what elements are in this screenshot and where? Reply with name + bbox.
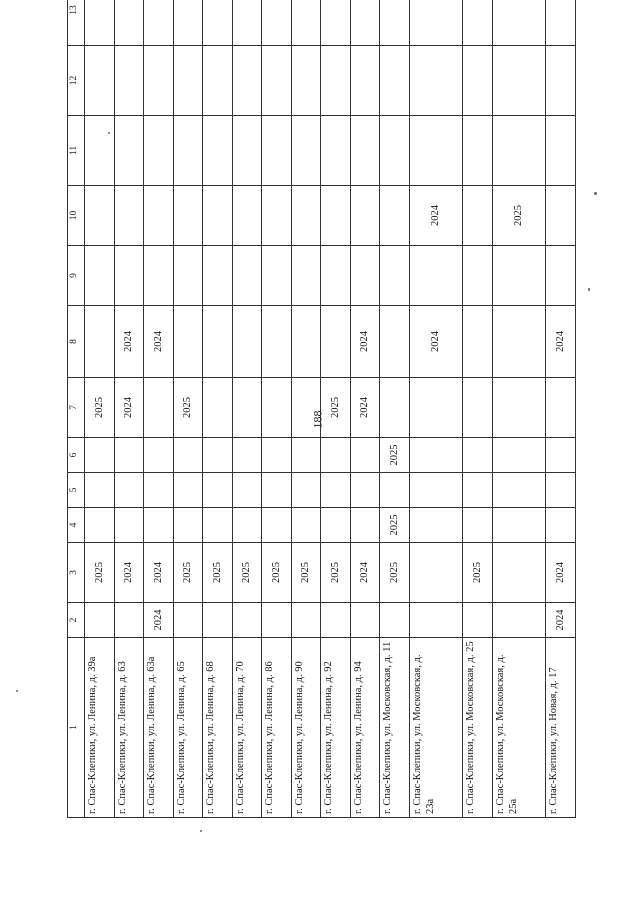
year-cell (232, 116, 262, 186)
year-cell: 2025 (85, 378, 115, 438)
year-cell (144, 378, 174, 438)
table-body (85, 0, 576, 818)
year-cell (380, 473, 410, 508)
year-cell (409, 473, 463, 508)
year-cell (232, 186, 262, 246)
year-cell (350, 473, 380, 508)
year-cell: 2025 (291, 543, 321, 603)
table-row (409, 0, 463, 818)
year-cell (321, 246, 351, 306)
year-cell (350, 116, 380, 186)
table-row (380, 0, 410, 818)
year-cell (350, 508, 380, 543)
year-cell: 2025 (321, 378, 351, 438)
year-cell (546, 473, 576, 508)
year-cell (173, 46, 203, 116)
year-cell (463, 116, 493, 186)
year-cell (492, 46, 546, 116)
year-cell (291, 473, 321, 508)
year-cell (114, 508, 144, 543)
year-cell (85, 0, 115, 46)
year-cell (232, 46, 262, 116)
year-cell (546, 508, 576, 543)
year-cell (380, 186, 410, 246)
year-cell: 2024 (409, 306, 463, 378)
table-header-row (68, 0, 85, 818)
year-cell (114, 116, 144, 186)
scan-speck (594, 192, 597, 195)
year-cell (85, 473, 115, 508)
year-cell (409, 378, 463, 438)
year-cell: 2024 (144, 603, 174, 638)
year-cell: 2025 (173, 543, 203, 603)
scan-speck (588, 288, 590, 291)
year-cell (173, 603, 203, 638)
table-row (463, 0, 493, 818)
year-cell: 2024 (546, 306, 576, 378)
column-header: 1 (68, 638, 85, 818)
year-cell (546, 378, 576, 438)
year-cell (492, 508, 546, 543)
year-cell (350, 438, 380, 473)
column-header: 2 (68, 603, 85, 638)
year-cell (262, 603, 292, 638)
year-cell (492, 378, 546, 438)
year-cell (409, 603, 463, 638)
year-cell (463, 306, 493, 378)
address-cell: г. Спас-Клепики, ул. Ленина, д. 63а (144, 638, 174, 818)
year-cell (546, 0, 576, 46)
address-cell: г. Спас-Клепики, ул. Ленина, д. 65 (173, 638, 203, 818)
table-row (173, 0, 203, 818)
table-row (492, 0, 546, 818)
year-cell (380, 116, 410, 186)
address-cell: г. Спас-Клепики, ул. Ленина, д. 86 (262, 638, 292, 818)
year-cell (173, 306, 203, 378)
year-cell (203, 473, 233, 508)
column-header: 5 (68, 473, 85, 508)
year-cell (232, 508, 262, 543)
year-cell (321, 116, 351, 186)
address-cell: г. Спас-Клепики, ул. Ленина, д. 63 (114, 638, 144, 818)
year-cell: 2025 (85, 543, 115, 603)
year-cell (350, 603, 380, 638)
year-cell (409, 46, 463, 116)
year-cell: 2025 (380, 438, 410, 473)
year-cell (380, 0, 410, 46)
year-cell (546, 186, 576, 246)
table-row (144, 0, 174, 818)
year-cell (144, 246, 174, 306)
address-cell: г. Спас-Клепики, ул. Московская, д. 25а (492, 638, 546, 818)
column-header: 8 (68, 306, 85, 378)
year-cell: 2025 (463, 543, 493, 603)
year-cell (321, 46, 351, 116)
year-cell (321, 306, 351, 378)
table-row (546, 0, 576, 818)
address-cell: г. Спас-Клепики, ул. Московская, д. 23а (409, 638, 463, 818)
year-cell: 2024 (350, 378, 380, 438)
address-cell: г. Спас-Клепики, ул. Ленина, д. 90 (291, 638, 321, 818)
year-cell (203, 438, 233, 473)
year-cell (203, 46, 233, 116)
year-cell (114, 438, 144, 473)
year-cell (291, 186, 321, 246)
year-cell (144, 473, 174, 508)
year-cell (463, 46, 493, 116)
year-cell (114, 473, 144, 508)
year-cell (463, 603, 493, 638)
rotated-table-container (67, 5, 576, 818)
year-cell (232, 378, 262, 438)
year-cell (291, 603, 321, 638)
year-cell (232, 603, 262, 638)
year-cell (114, 186, 144, 246)
year-cell (173, 246, 203, 306)
column-header: 13 (68, 0, 85, 46)
year-cell (262, 438, 292, 473)
year-cell (85, 603, 115, 638)
year-cell (492, 0, 546, 46)
year-cell (85, 508, 115, 543)
year-cell: 2025 (232, 543, 262, 603)
year-cell (203, 603, 233, 638)
year-cell (173, 508, 203, 543)
year-cell (262, 306, 292, 378)
year-cell (409, 508, 463, 543)
year-cell: 2024 (144, 306, 174, 378)
year-cell (380, 46, 410, 116)
year-cell (291, 508, 321, 543)
year-cell (380, 603, 410, 638)
year-cell (291, 378, 321, 438)
year-cell: 2025 (262, 543, 292, 603)
column-header: 7 (68, 378, 85, 438)
year-cell (173, 0, 203, 46)
year-cell (144, 46, 174, 116)
year-cell (232, 438, 262, 473)
table-row (321, 0, 351, 818)
year-cell (350, 46, 380, 116)
year-cell: 2024 (350, 543, 380, 603)
year-cell (321, 603, 351, 638)
year-cell (232, 246, 262, 306)
year-cell (262, 378, 292, 438)
year-cell (321, 473, 351, 508)
scan-speck (16, 690, 18, 692)
year-cell (203, 508, 233, 543)
year-cell (173, 116, 203, 186)
year-cell (492, 306, 546, 378)
year-cell (291, 116, 321, 186)
scan-speck (200, 830, 202, 832)
year-cell: 2025 (203, 543, 233, 603)
year-cell (321, 186, 351, 246)
year-cell (546, 46, 576, 116)
year-cell (463, 246, 493, 306)
address-cell: г. Спас-Клепики, ул. Ленина, д. 94 (350, 638, 380, 818)
year-cell (380, 246, 410, 306)
year-cell (262, 0, 292, 46)
year-cell (85, 306, 115, 378)
year-cell (144, 508, 174, 543)
year-cell (203, 116, 233, 186)
year-cell (463, 508, 493, 543)
year-cell: 2025 (492, 186, 546, 246)
year-cell (321, 0, 351, 46)
column-header: 11 (68, 116, 85, 186)
year-cell (350, 246, 380, 306)
column-header: 9 (68, 246, 85, 306)
address-cell: г. Спас-Клепики, ул. Московская, д. 11 (380, 638, 410, 818)
table-row (114, 0, 144, 818)
year-cell (203, 0, 233, 46)
year-cell: 2024 (114, 378, 144, 438)
column-header: 6 (68, 438, 85, 473)
table-row (232, 0, 262, 818)
year-cell (203, 246, 233, 306)
year-cell (85, 46, 115, 116)
year-cell (262, 46, 292, 116)
year-cell: 2024 (546, 543, 576, 603)
table-row (85, 0, 115, 818)
year-cell (409, 543, 463, 603)
year-cell (409, 246, 463, 306)
year-cell: 2024 (350, 306, 380, 378)
year-cell (321, 508, 351, 543)
year-cell (262, 473, 292, 508)
address-cell: г. Спас-Клепики, ул. Ленина, д. 68 (203, 638, 233, 818)
year-cell: 2024 (114, 306, 144, 378)
year-cell (144, 438, 174, 473)
year-cell (144, 116, 174, 186)
scan-speck (108, 132, 110, 134)
year-cell (409, 438, 463, 473)
year-cell (492, 438, 546, 473)
table-row (262, 0, 292, 818)
table-row (203, 0, 233, 818)
year-cell (350, 186, 380, 246)
year-cell: 2025 (380, 543, 410, 603)
year-cell (409, 116, 463, 186)
year-cell (144, 0, 174, 46)
year-cell (262, 186, 292, 246)
page-number: 188 (310, 410, 325, 429)
year-cell (492, 246, 546, 306)
year-cell (173, 186, 203, 246)
year-cell (232, 0, 262, 46)
year-cell (173, 438, 203, 473)
year-cell (546, 116, 576, 186)
address-cell: г. Спас-Клепики, ул. Новая, д. 17 (546, 638, 576, 818)
year-cell (173, 473, 203, 508)
year-cell: 2024 (546, 603, 576, 638)
year-cell (262, 246, 292, 306)
year-cell (114, 603, 144, 638)
year-cell (232, 306, 262, 378)
year-cell (291, 306, 321, 378)
year-cell (203, 186, 233, 246)
year-cell (203, 306, 233, 378)
year-cell (114, 246, 144, 306)
year-cell (85, 246, 115, 306)
year-cell (463, 0, 493, 46)
year-cell (409, 0, 463, 46)
year-cell (546, 246, 576, 306)
year-cell (232, 473, 262, 508)
year-cell (492, 543, 546, 603)
year-cell (85, 186, 115, 246)
column-header: 4 (68, 508, 85, 543)
year-cell (203, 378, 233, 438)
address-cell: г. Спас-Клепики, ул. Ленина, д. 39а (85, 638, 115, 818)
address-cell: г. Спас-Клепики, ул. Ленина, д. 92 (321, 638, 351, 818)
address-cell: г. Спас-Клепики, ул. Московская, д. 25 (463, 638, 493, 818)
year-cell (291, 438, 321, 473)
year-cell (262, 116, 292, 186)
year-cell (492, 116, 546, 186)
schedule-table (67, 0, 576, 818)
year-cell (463, 186, 493, 246)
address-cell: г. Спас-Клепики, ул. Ленина, д. 70 (232, 638, 262, 818)
year-cell (463, 438, 493, 473)
year-cell (85, 116, 115, 186)
column-header: 3 (68, 543, 85, 603)
year-cell (291, 246, 321, 306)
year-cell: 2025 (321, 543, 351, 603)
year-cell (492, 473, 546, 508)
year-cell (350, 0, 380, 46)
year-cell: 2025 (173, 378, 203, 438)
year-cell: 2024 (409, 186, 463, 246)
column-header: 12 (68, 46, 85, 116)
year-cell (463, 378, 493, 438)
year-cell: 2024 (144, 543, 174, 603)
year-cell (291, 46, 321, 116)
year-cell (321, 438, 351, 473)
year-cell (380, 306, 410, 378)
year-cell (380, 378, 410, 438)
year-cell: 2025 (380, 508, 410, 543)
year-cell: 2024 (114, 543, 144, 603)
year-cell (291, 0, 321, 46)
table-row (350, 0, 380, 818)
year-cell (262, 508, 292, 543)
year-cell (114, 0, 144, 46)
year-cell (85, 438, 115, 473)
table-row (291, 0, 321, 818)
year-cell (144, 186, 174, 246)
column-header: 10 (68, 186, 85, 246)
year-cell (114, 46, 144, 116)
year-cell (463, 473, 493, 508)
year-cell (492, 603, 546, 638)
year-cell (546, 438, 576, 473)
